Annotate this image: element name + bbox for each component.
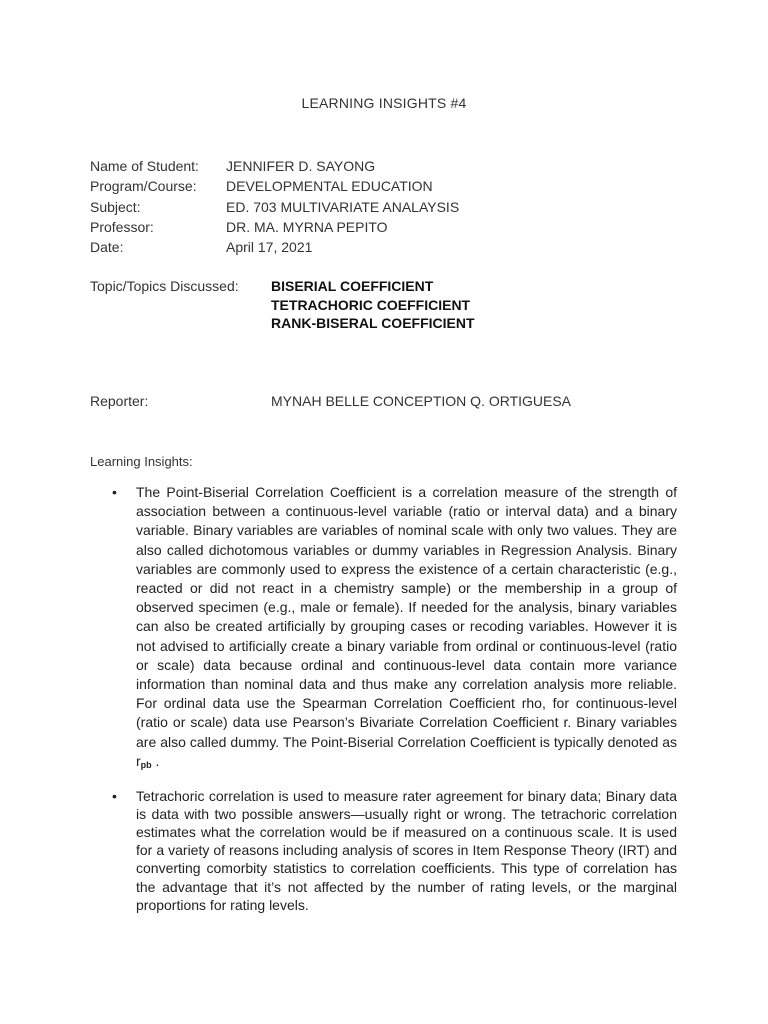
info-value: JENNIFER D. SAYONG (226, 158, 376, 174)
list-item (112, 483, 677, 775)
info-label: Date: (90, 239, 124, 256)
document-title: LEARNING INSIGHTS #4 (301, 95, 467, 111)
topic-item: BISERIAL COEFFICIENT (271, 278, 434, 294)
info-row-student (90, 156, 459, 176)
reporter-label: Reporter: (90, 393, 149, 409)
list-item (112, 787, 677, 914)
info-label: Subject: (90, 198, 141, 215)
topic-item: TETRACHORIC COEFFICIENT (271, 296, 471, 313)
insight-subscript: pb (140, 759, 152, 770)
bullet-icon: • (112, 788, 117, 805)
info-row-program (90, 176, 459, 196)
info-value: DR. MA. MYRNA PEPITO (226, 218, 388, 235)
insight-text: The Point-Biserial Correlation Coefficient is a correlation measure of the strength of association between a continuous-level variable (ratio or interval data) and a binary variable. Binary variables are variables of nominal scale with only two values. They are also called dichotomous variables or dummy variables in Regression Analysis. Binary variables are commonly used to express the existence of a certain characteristic (e.g., reacted or did not react in a chemistry sample) or the membership in a group of observed specimen (e.g., male or female). If needed for the analysis, binary variables can also be created artificially by grouping cases or recoding variables. However it is not advised to artificially create a binary variable from ordinal or continuous-level (ratio or scale) data because ordinal and continuous-level data contain more variance information than nominal data and thus make any correlation analysis more reliable. For ordinal data use the Spearman Correlation Coefficient rho, for continuous-level (ratio or scale) data use Pearson’s Bivariate Correlation Coefficient r. Binary variables are also called dummy. The Point-Biserial Correlation Coefficient is typically denoted as r (136, 484, 677, 769)
info-label: Name of Student: (90, 158, 199, 174)
insight-text: Tetrachoric correlation is used to measure rater agreement for binary data; Binary data is data with two possible answers—usually right or wrong. The tetrachoric correlation estimates what the correlation would be if measured on a continuous scale. It is used for a variety of reasons including analysis of scores in Item Response Theory (IRT) and converting comorbity statistics to correlation coefficients. This type of correlation has the advantage that it’s not affected by the number of rating levels, or the marginal proportions for rating levels. (136, 788, 677, 913)
topics-section (90, 277, 475, 333)
info-row-subject (90, 197, 459, 217)
info-row-date (90, 237, 459, 257)
info-label: Program/Course: (90, 178, 197, 195)
student-info-table (90, 156, 459, 257)
insights-list (112, 483, 677, 926)
info-value: DEVELOPMENTAL EDUCATION (226, 178, 433, 195)
insight-paragraph (136, 787, 677, 914)
topics-label: Topic/Topics Discussed: (90, 278, 239, 294)
reporter-name: MYNAH BELLE CONCEPTION Q. ORTIGUESA (271, 393, 572, 409)
reporter-section (90, 393, 571, 409)
topic-item: RANK-BISERAL COEFFICIENT (271, 315, 475, 332)
info-label: Professor: (90, 218, 154, 235)
insights-label: Learning Insights: (90, 454, 193, 469)
info-value: April 17, 2021 (226, 239, 313, 256)
bullet-icon: • (112, 484, 117, 500)
insight-paragraph (136, 483, 677, 775)
info-row-professor (90, 217, 459, 237)
info-value: ED. 703 MULTIVARIATE ANALAYSIS (226, 198, 460, 215)
topics-list (271, 277, 475, 333)
insight-suffix: . (151, 752, 160, 769)
